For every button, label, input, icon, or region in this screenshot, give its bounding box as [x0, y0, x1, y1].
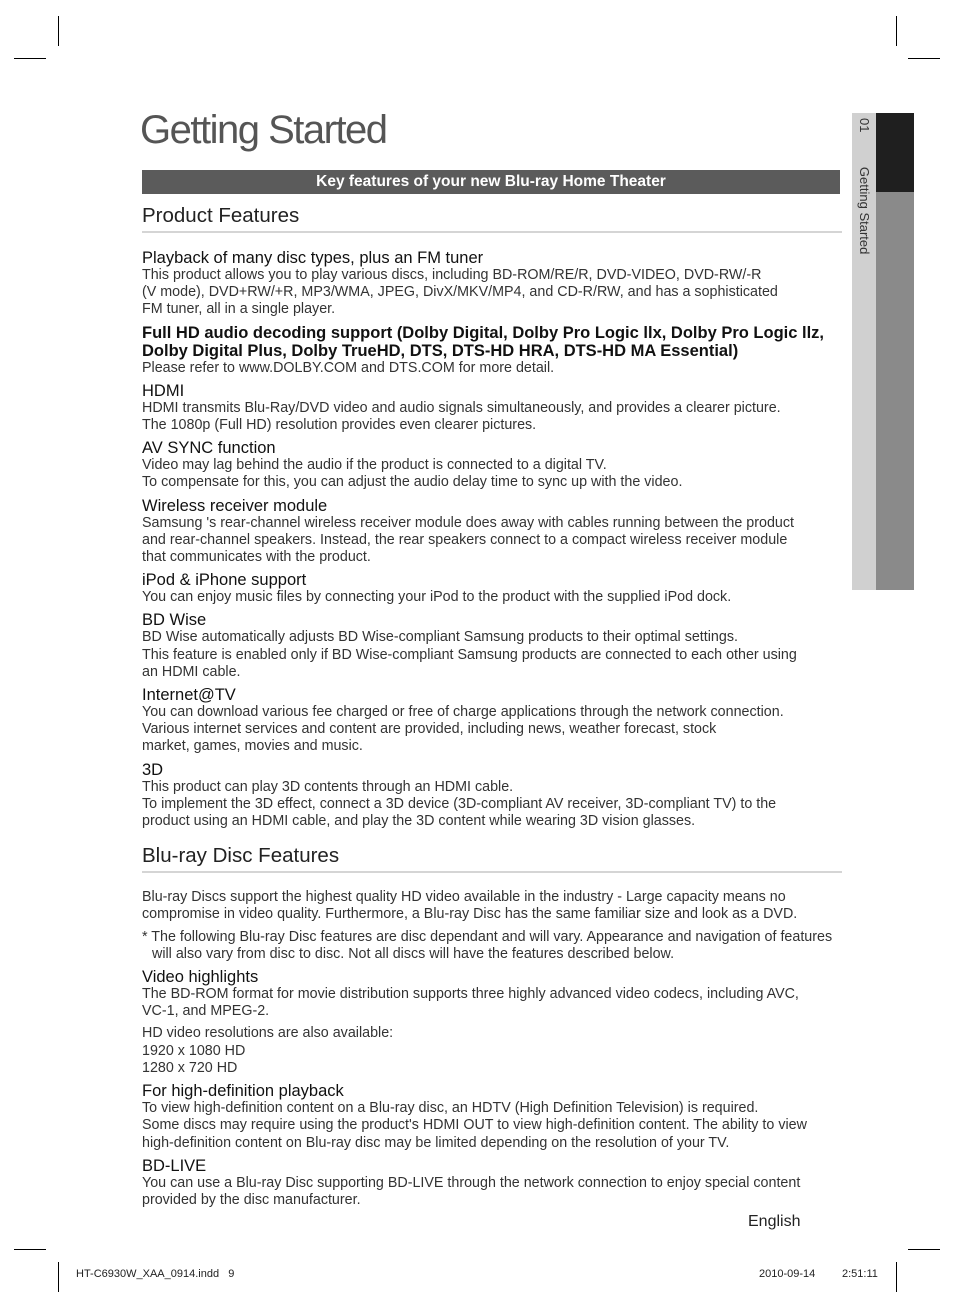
footer-time: 2:51:11 [842, 1268, 878, 1280]
feature-body: To view high-definition content on a Blu-ray disc, an HDTV (High Definition Television) is required. Some discs may require using the product's HDMI OUT to view high-definition content. The ability to view high-definition content on Blu-ray disc may be limited depending on the resolution of your TV. [142, 1100, 807, 1151]
feature-item [142, 249, 842, 319]
feature-heading: 3D [142, 760, 164, 779]
resolution-intro: HD video resolutions are also available: [142, 1025, 394, 1042]
crop-mark [14, 58, 46, 59]
section-note: * The following Blu-ray Disc features are disc dependant and will vary. Appearance and navigation of features will also vary from disc to disc. Not all discs will have the features described below. [142, 928, 833, 962]
crop-mark [896, 16, 897, 46]
section-title: Blu-ray Disc Features [142, 844, 842, 873]
feature-item [142, 686, 842, 756]
feature-item [142, 497, 842, 567]
feature-body: BD Wise automatically adjusts BD Wise-compliant Samsung products to their optimal settings. This feature is enabled only if BD Wise-compliant Samsung products are connected to each other using an HDMI cable. [142, 629, 797, 680]
feature-body: You can download various fee charged or free of charge applications through the network connection. Various internet services and content are provided, including news, weather forecast, stock market, games, movies and music. [142, 704, 784, 755]
feature-heading: Playback of many disc types, plus an FM tuner [142, 249, 484, 267]
feature-item [142, 382, 842, 434]
chapter-tab-bar [876, 192, 914, 590]
crop-mark [908, 1249, 940, 1250]
feature-heading: HDMI [142, 381, 185, 400]
feature-heading: BD Wise [142, 611, 207, 630]
feature-body: Video may lag behind the audio if the product is connected to a digital TV. To compensate for this, you can adjust the audio delay time to sync up with the video. [142, 457, 683, 491]
crop-mark [908, 58, 940, 59]
resolution-item: 1280 x 720 HD [142, 1059, 238, 1076]
section-title: Product Features [142, 204, 842, 233]
feature-item [142, 968, 842, 1077]
feature-heading: iPod & iPhone support [142, 571, 307, 590]
chapter-title: Getting Started [857, 166, 872, 255]
language-label: English [748, 1213, 801, 1230]
feature-body: This product allows you to play various discs, including BD-ROM/RE/R, DVD-VIDEO, DVD-RW/-R (V mode), DVD+RW/+R, MP3/WMA, JPEG, DivX/MKV/MP4, and CD-R/RW, and has a sophisticated FM tuner, all in a single player. [142, 267, 778, 318]
chapter-number: 01 [857, 118, 872, 133]
feature-heading: For high-definition playback [142, 1082, 344, 1101]
feature-body: HDMI transmits Blu-Ray/DVD video and audio signals simultaneously, and provides a clearer picture. The 1080p (Full HD) resolution provides even clearer pictures. [142, 399, 781, 434]
feature-item [142, 324, 842, 377]
feature-item [142, 761, 842, 831]
feature-item [142, 439, 842, 491]
crop-mark [14, 1249, 46, 1250]
feature-body: Please refer to www.DOLBY.COM and DTS.COM for more detail. [142, 359, 555, 376]
resolution-item: 1920 x 1080 HD [142, 1042, 246, 1059]
crop-mark [58, 1262, 59, 1292]
resolution-list [142, 1025, 842, 1077]
footer-filename: HT-C6930W_XAA_0914.indd 9 [76, 1268, 235, 1280]
feature-body: The BD-ROM format for movie distribution supports three highly advanced video codecs, including AVC, VC-1, and MPEG-2. [142, 986, 799, 1020]
page-title: Getting Started [140, 108, 387, 152]
feature-body: Samsung 's rear-channel wireless receiver module does away with cables running between the product and rear-channel speakers. Instead, the rear speakers connect to a compact wireless receiver module that communicates with the product. [142, 514, 794, 566]
bluray-features-section [142, 844, 842, 1209]
section-intro: Blu-ray Discs support the highest quality HD video available in the industry - Large capacity means no compromise in video quality. Furthermore, a Blu-ray Disc has the same familiar size and look as a DVD. [142, 889, 798, 923]
section-banner: Key features of your new Blu-ray Home Theater [142, 170, 840, 194]
feature-heading: BD-LIVE [142, 1156, 207, 1175]
crop-mark [896, 1262, 897, 1292]
feature-heading: AV SYNC function [142, 439, 276, 458]
footer-date: 2010-09-14 [759, 1268, 816, 1280]
feature-item [142, 611, 842, 681]
content-column [142, 204, 842, 1209]
product-features-section [142, 204, 842, 830]
feature-heading: Internet@TV [142, 686, 236, 705]
chapter-tab-label [852, 118, 876, 254]
chapter-tab-marker [876, 113, 914, 192]
feature-body: This product can play 3D contents through an HDMI cable. To implement the 3D effect, connect a 3D device (3D-compliant AV receiver, 3D-compliant TV) to the product using an HDMI cable, and play the 3D content while wearing 3D vision glasses. [142, 778, 777, 830]
feature-heading: Wireless receiver module [142, 496, 328, 515]
feature-body: You can use a Blu-ray Disc supporting BD-LIVE through the network connection to enjoy special content provided by the disc manufacturer. [142, 1174, 801, 1208]
crop-mark [58, 16, 59, 46]
feature-item [142, 1157, 842, 1209]
feature-item [142, 1082, 842, 1152]
feature-item [142, 571, 842, 606]
feature-heading: Video highlights [142, 968, 259, 987]
feature-body: You can enjoy music files by connecting your iPod to the product with the supplied iPod dock. [142, 589, 732, 606]
feature-heading: Full HD audio decoding support (Dolby Digital, Dolby Pro Logic llx, Dolby Pro Logic llz, Dolby Digital Plus, Dolby TrueHD, DTS, DTS-HD HRA, DTS-HD MA Essential) [142, 323, 825, 360]
